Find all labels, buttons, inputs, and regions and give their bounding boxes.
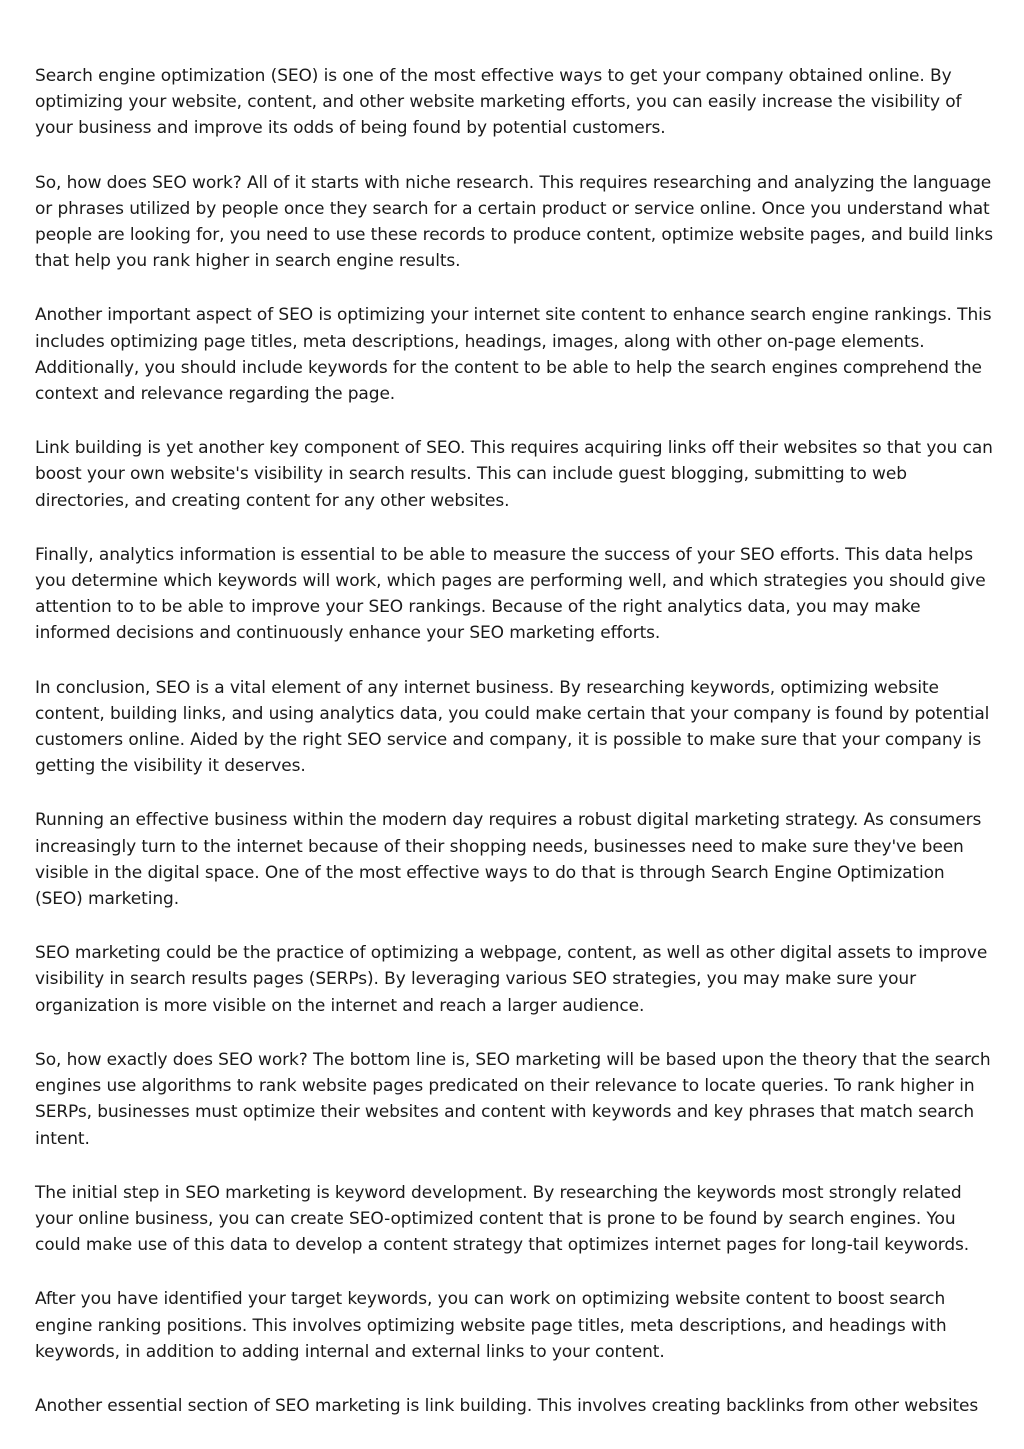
paragraph: Search engine optimization (SEO) is one of the most effective ways to get your company obtained online. By optimizing your website, content, and other website marketing efforts, you can easily increase the visibility of your business and improve its odds of being found by potential customers.	[35, 66, 962, 139]
paragraph: Link building is yet another key component of SEO. This requires acquiring links off their websites so that you can boost your own website's visibility in search results. This can include guest blogging, submitting to web directories, and creating content for any other websites.	[35, 438, 993, 511]
paragraph: So, how does SEO work? All of it starts with niche research. This requires researching and analyzing the language or phrases utilized by people once they search for a certain product or service online. Once you understand what people are looking for, you need to use these records to produce content, optimize website pages, and build links that help you rank higher in search engine results.	[35, 172, 994, 272]
paragraph: In conclusion, SEO is a vital element of any internet business. By researching keywords, optimizing website content, building links, and using analytics data, you could make certain that your company is found by potential customers online. Aided by the right SEO service and company, it is possible to make sure that your company is getting the visibility it deserves.	[35, 677, 990, 777]
paragraph: Running an effective business within the modern day requires a robust digital marketing strategy. As consumers increasingly turn to the internet because of their shopping needs, businesses need to make sure they've been visible in the digital space. One of the most effective ways to do that is through Search Engine Optimization (SEO) marketing.	[35, 810, 982, 910]
paragraph: The initial step in SEO marketing is keyword development. By researching the keywords most strongly related your online business, you can create SEO-optimized content that is prone to be found by search engines. You could make use of this data to develop a content strategy that optimizes internet pages for long-tail keywords.	[35, 1182, 970, 1256]
paragraph: So, how exactly does SEO work? The bottom line is, SEO marketing will be based upon the theory that the search engines use algorithms to rank website pages predicated on their relevance to locate queries. To rank higher in SERPs, businesses must optimize their websites and content with keywords and key phrases that match search intent.	[35, 1049, 991, 1149]
paragraph: Another essential section of SEO marketing is link building. This involves creating backlinks from other websites	[35, 1395, 979, 1416]
paragraph: Finally, analytics information is essential to be able to measure the success of your SEO efforts. This data helps you determine which keywords will work, which pages are performing well, and which strategies you should give attention to to be able to improve your SEO rankings. Because of the right analytics data, you may make informed decisions and continuously enhance your SEO marketing efforts.	[35, 544, 986, 644]
article-body	[35, 63, 995, 1447]
paragraph: SEO marketing could be the practice of optimizing a webpage, content, as well as other digital assets to improve visibility in search results pages (SERPs). By leveraging various SEO strategies, you may make sure your organization is more visible on the internet and reach a larger audience.	[35, 943, 988, 1016]
paragraph: Another important aspect of SEO is optimizing your internet site content to enhance search engine rankings. This includes optimizing page titles, meta descriptions, headings, images, along with other on-page elements. Additionally, you should include keywords for the content to be able to help the search engines comprehend the context and relevance regarding the page.	[35, 305, 992, 405]
paragraph: After you have identified your target keywords, you can work on optimizing website content to boost search engine ranking positions. This involves optimizing website page titles, meta descriptions, and headings with keywords, in addition to adding internal and external links to your content.	[35, 1289, 947, 1362]
